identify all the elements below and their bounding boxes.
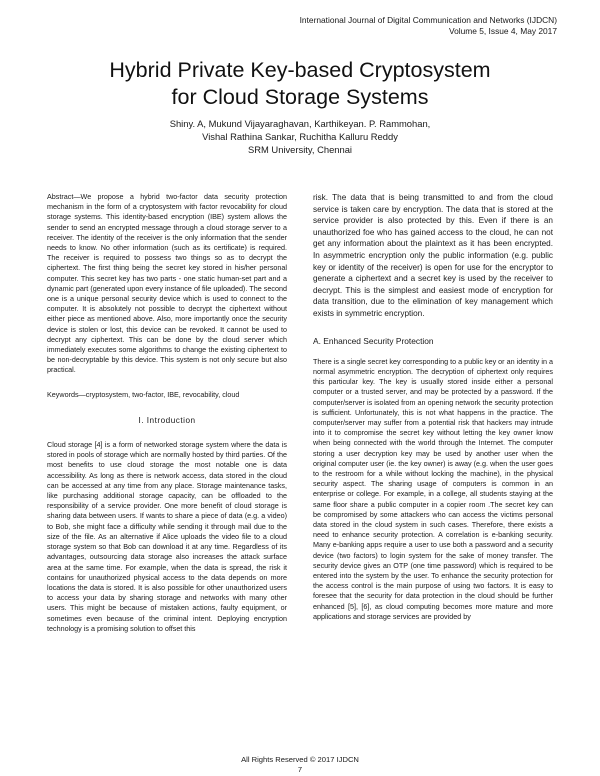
page-footer (0, 755, 600, 774)
subsection-heading-enhanced-security: A. Enhanced Security Protection (313, 335, 434, 346)
abstract: Abstract—We propose a hybrid two-factor data security protection mechanism in the form of a cryptosystem with factor revocability for cloud storage systems. This identity-based encryption (IBE) system allows the sender to send an encrypted message through a cloud storage server to a receiver. The identity of the receiver is the only information that the sender needs to know. No other information (such as its certificate) is required. The receiver is required to possess two things so as to decrypt the ciphertext. The first thing being the secret key stored in his/her personal computer. This secret key has two parts - one static human-set part and a dynamic part (generated upon every instance of file uploaded). The second one is a unique personal security device which is used to connect to the computer. It is absolutely not possible to decrypt the ciphertext without either piece as mentioned above. Also, more importantly once the security device is stolen or lost, this device can be revoked. It cannot be used to decrypt any ciphertext. This can be done by the cloud server which immediately executes some algorithms to change the existing ciphertext to be non-decryptable by this device. This system is not only secure but also practical. (47, 192, 287, 375)
right-column (313, 192, 553, 622)
left-column (47, 192, 287, 634)
author-block (100, 117, 500, 156)
affiliation: SRM University, Chennai (247, 144, 353, 155)
introduction-continued: risk. The data that is being transmitted to and from the cloud service is taken care by encryption. The data that is stored at the service provider is also protected by this. Even if there is an unauthorized foe who has gained access to the cloud, he can not get any information about the plaintext as it has been encrypted. In asymmetric encryption only the public information (e.g. public key or identity of the receiver) is open for use for the encryptor to generate a ciphertext and a secret key is used by the receiver to decrypt. This is the simplest and easiest mode of encryption for data transition, due to the elimination of key management which exists in symmetric encryption. (313, 193, 553, 318)
journal-header (257, 15, 557, 36)
journal-name: International Journal of Digital Communication and Networks (IJDCN) (299, 15, 557, 25)
paper-title (60, 57, 540, 111)
title-line-2: for Cloud Storage Systems (171, 85, 429, 109)
enhanced-security-body: There is a single secret key corresponding to a public key or an identity in a normal asymmetric encryption. The decryption of ciphertext only requires this particular key. The key is usually stored inside either a personal computer or a trusted server, and may be protected by a password. If the computer/server is isolated from an opening network the security protection is sufficient. Unfortunately, this is not what happens in the practice. The computer/server may suffer from a potential risk that hackers may intrude into it to compromise the secret key without letting the key owner know when being connected with the world through the Internet. The computer storing a user decryption key may be used by another user when the original computer user (ie. the key owner) is away (e.g. when the user goes to the restroom for a while without locking the machine), in the physical security aspect. The sharing usage of computers is common in an enterprise or college. For example, in a college, all students staying at the same floor share a public computer in a copier room .The secret key can be compromised by some attackers who can access the victims personal data stored in the cloud system in such cases. Therefore, there exists a need to enhance security protection. A correlation is e-banking security. Many e-banking apps require a user to use both a password and a security device (two factors) to login system for the sake of money transfer. The security device gives an OTP (one time password) which is required to be entered into the system by the user. To enhance the security protection for the access control is the main purpose of using two factors. It is easy to foresee that the security for data protection in the cloud should be further enhanced [5], [6], as cloud computing becomes more mature and more applications and storage services are provided by (313, 356, 553, 621)
authors-line-2: Vishal Rathina Sankar, Ruchitha Kalluru Reddy (202, 131, 398, 142)
authors-line-1: Shiny. A, Mukund Vijayaraghavan, Karthikeyan. P. Rammohan, (169, 118, 431, 129)
title-line-1: Hybrid Private Key-based Cryptosystem (109, 58, 491, 82)
introduction-body: Cloud storage [4] is a form of networked storage system where the data is stored in pools of storage which are normally hosted by third parties. Of the most benefits to use cloud storage the most notable one is data accessibility. As long as there is network access, data stored in the cloud can be accessed at any time from any place. Storage maintenance tasks, like purchasing additional storage capacity, can be offloaded to the responsibility of a service provider. One more benefit of cloud storage is sharing data between users. If wants to share a piece of data (e.g. a video) to Bob, she might face a difficulty while sending it through mail due to the size of the file. As an alternative if Alice uploads the video file to a cloud storage system so that Bob can download it at any time. Regardless of its advantages, outsourcing data storage also increases the attack surface area at the same time. For example, when the data is spread, the risk it contains for unauthorized physical access to the data depends on more locations the data is stored. It is also possible for other unauthorized users to access your data by sharing storage and networks with many other users. This might be because of mistaken actions, faulty equipment, or sometimes even because of the criminal intent. Deploying encryption technology is a promising solution to offset this (47, 440, 287, 633)
page-number: 7 (297, 764, 303, 774)
journal-volume: Volume 5, Issue 4, May 2017 (448, 25, 557, 36)
keywords: Keywords—cryptosystem, two-factor, IBE, revocability, cloud (47, 389, 240, 399)
copyright: All Rights Reserved © 2017 IJDCN (241, 755, 359, 764)
section-heading-introduction: I. Introduction (138, 415, 196, 425)
